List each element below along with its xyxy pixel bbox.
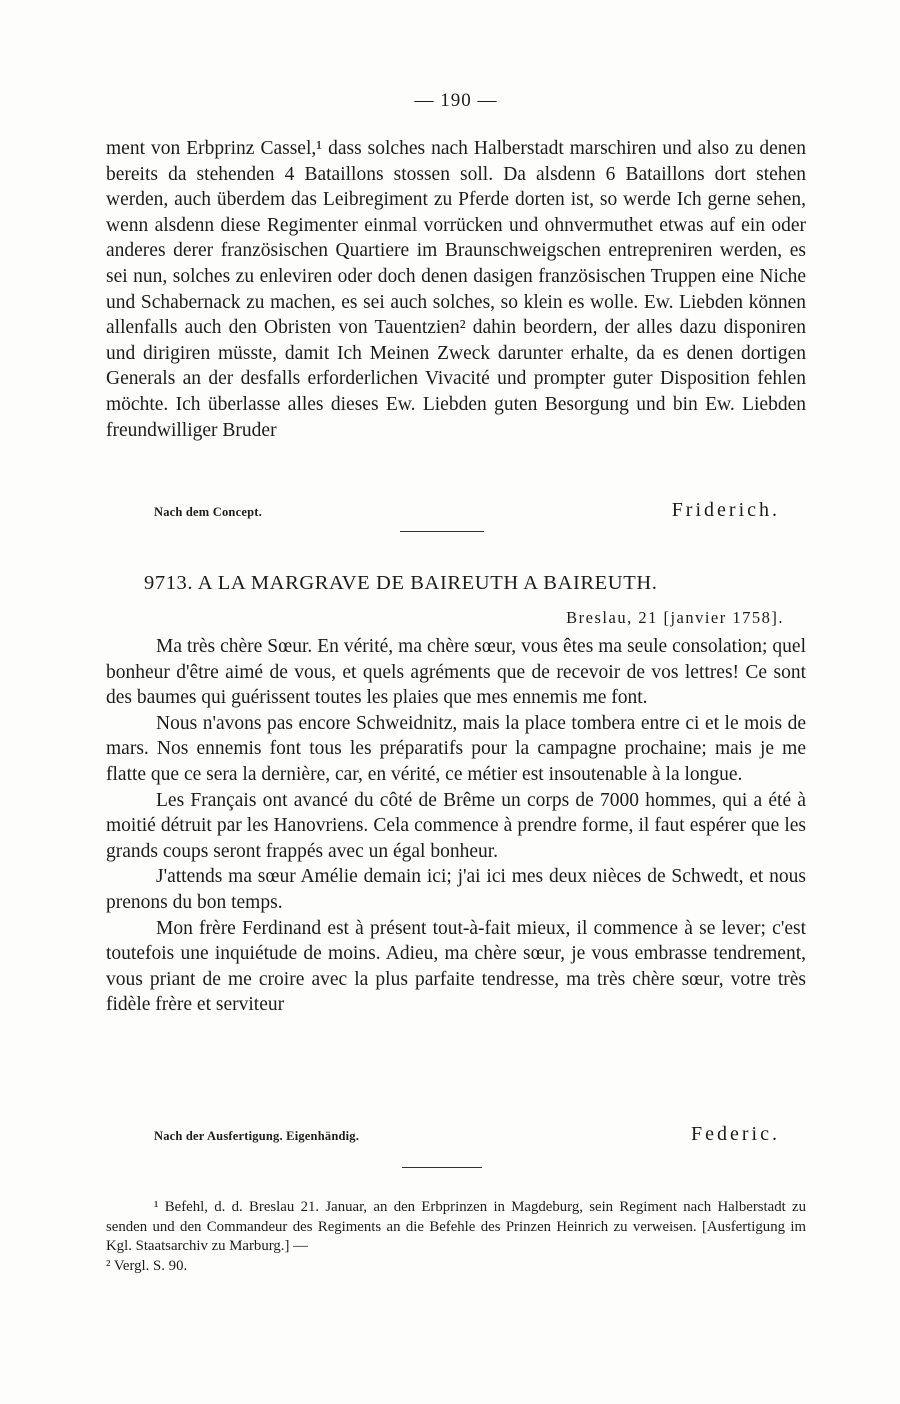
footnote-2: ² Vergl. S. 90.: [106, 1257, 188, 1274]
letter-signature-line: [106, 496, 806, 522]
source-note: Nach dem Concept.: [154, 505, 262, 519]
paragraph: J'attends ma sœur Amélie demain ici; j'ai ici mes deux nièces de Schwedt, et nous prenons du bon temps.: [106, 866, 806, 913]
signature: Friderich.: [671, 499, 780, 521]
section-divider: [400, 531, 484, 532]
source-note: Nach der Ausfertigung. Eigenhändig.: [154, 1129, 360, 1143]
letter-body: ment von Erbprinz Cassel,¹ dass solches nach Halberstadt marschiren und also zu denen bereits da stehenden 4 Bataillons stossen soll. Da alsdenn 6 Bataillons dort stehen werden, auch überdem das Leibregiment zu Pferde dorten ist, so werde Ich gerne sehen, wenn alsdenn diese Regimenter einmal vorrücken und ohnvermuthet etwas auf ein oder anderes derer französischen Quartiere im Braunschweigschen entrepreniren werden, es sei nun, solches zu enleviren oder doch denen dasigen französischen Truppen eine Niche und Schabernack zu machen, es sei auch solches, so klein es wolle. Ew. Liebden können allenfalls auch den Obristen von Tauentzien² dahin beordern, der alles dazu disponiren und dirigiren müsste, damit Ich Meinen Zweck darunter erhalte, da es denen dortigen Generals an der desfalls erforderlichen Vivacité und prompter guter Disposition fehlen möchte. Ich überlasse alles dieses Ew. Liebden guten Besorgung und bin Ew. Liebden freundwilliger Bruder: [106, 138, 806, 441]
paragraph: Mon frère Ferdinand est à présent tout-à-fait mieux, il commence à se lever; c'est toutefois une inquiétude de moins. Adieu, ma chère sœur, je vous embrasse tendrement, vous priant de me croire avec la plus parfaite tendresse, ma très chère sœur, votre très fidèle frère et serviteur: [106, 917, 806, 1016]
footnote-1: ¹ Befehl, d. d. Breslau 21. Januar, an den Erbprinzen in Magdeburg, sein Regiment nach Halberstadt zu senden und den Commandeur des Regiments an die Befehle des Prinzen Heinrich zu verweisen. [Ausfertigung im Kgl. Staatsarchiv zu Marburg.] —: [106, 1199, 806, 1254]
page-number: — 190 —: [414, 90, 498, 111]
section-divider: [402, 1167, 482, 1168]
paragraph: Nous n'avons pas encore Schweidnitz, mais la place tombera entre ci et le mois de mars. Nos ennemis font tous les préparatifs pour la campagne prochaine; mais je me flatte que ce sera la dernière, car, en vérité, ce métier est insoutenable à la longue.: [106, 712, 806, 785]
letter-continuation: [106, 136, 806, 443]
signature: Federic.: [691, 1123, 780, 1145]
footnotes: [106, 1198, 806, 1276]
letter-signature-line: [106, 1120, 806, 1146]
paragraph: Ma très chère Sœur. En vérité, ma chère sœur, vous êtes ma seule consolation; quel bonheur d'être aimé de vous, et quels agréments que de recevoir de vos lettres! Ce sont des baumes qui guérissent toutes les plaies que mes ennemis me font.: [106, 636, 806, 709]
letter-heading: 9713. A LA MARGRAVE DE BAIREUTH A BAIREUTH.: [144, 572, 658, 594]
paragraph: Les Français ont avancé du côté de Brême un corps de 7000 hommes, qui a été à moitié détruit par les Hanovriens. Cela commence à prendre forme, il faut espérer que les grands coups seront frappés avec un égal bonheur.: [106, 789, 806, 862]
dateline: Breslau, 21 [janvier 1758].: [566, 608, 784, 627]
letter-body-section: [106, 634, 806, 1018]
